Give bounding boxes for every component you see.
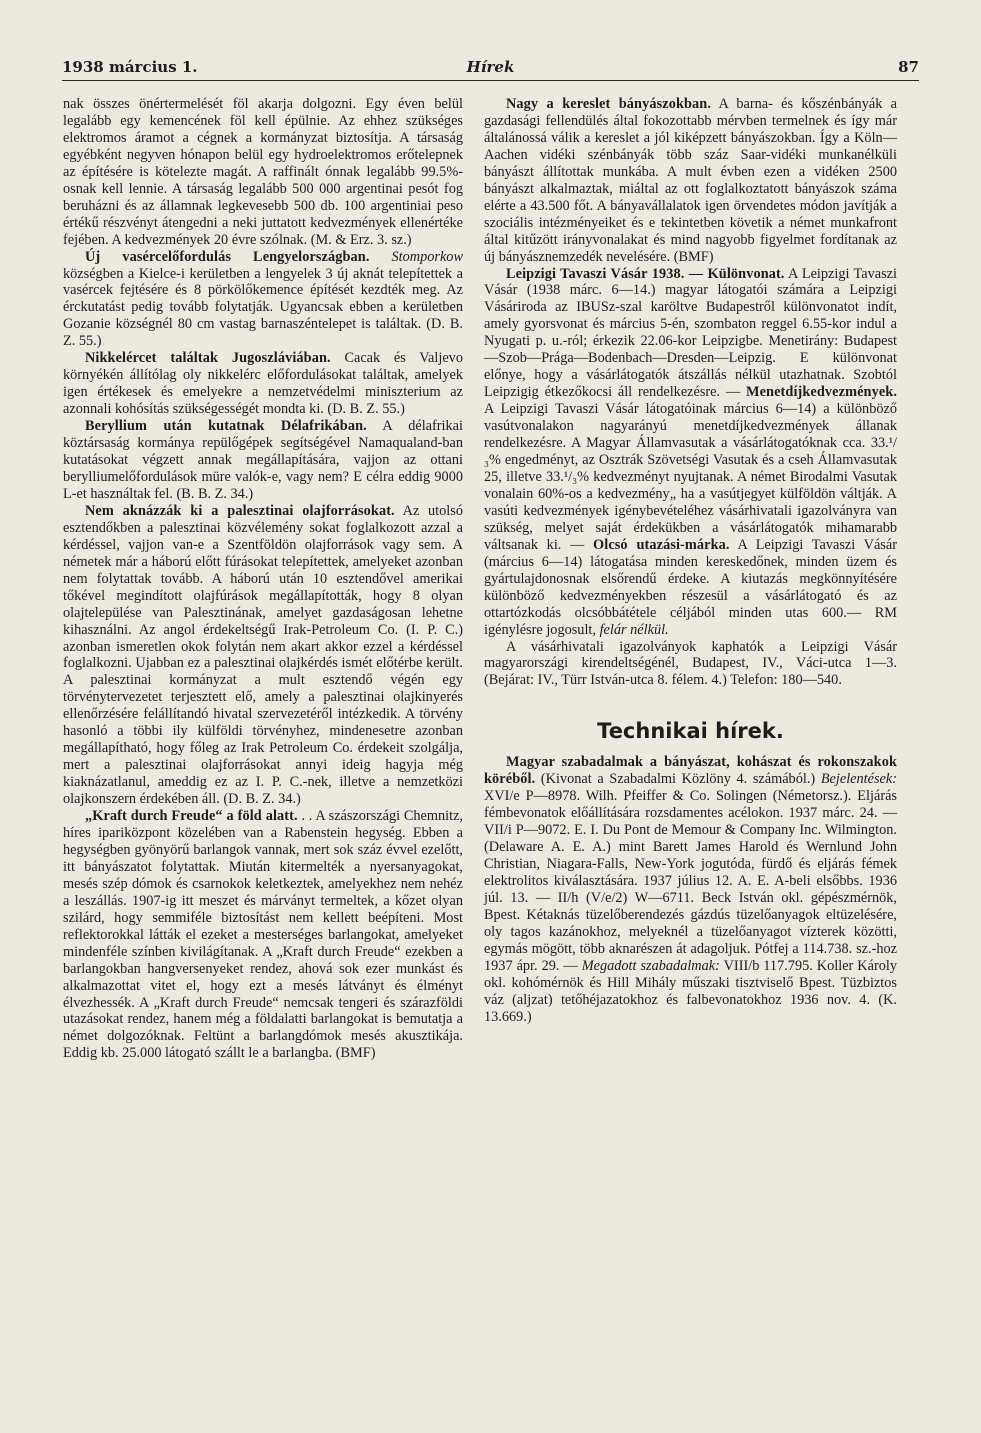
article-body: községben a Kielce-i kerületben a lengyelek 3 új aknát telepítettek a vasércek fejtésére és 8 pörkölőkemence építését kezdték meg. Az érckutatást pedig tovább folytatják. Ugyancsak ebben a kerületben Gozanie községnél 80 cm vastag barnaszéntelepet is találtak. (D. B. Z. 55.) [63, 265, 463, 350]
article-body: A Leipzigi Tavaszi Vásár (1938 márc. 6—14.) magyar látogatói számára a Leipzigi Vásáriroda az IBUSz-szal karöltve Budapestről különvonatot indít, amely gyorsvonat és március 5-én, szombaton reggel 6.55-kor indul a Nyugati p. u.-ról; érkezik 22.06-kor Leipzigbe. Menetirány: Budapest—Szob—Prága—Bodenbach—Dresden—Leipzig. E különvonat előnye, hogy a vásárlátogatók átszállás nélkül utazhatnak. Szobtól Leipzigig étkezőkocsi áll rendelkezésre. — [484, 265, 897, 401]
article-body: A vásárhivatali igazolványok kaphatók a Leipzigi Vásár magyarországi kirendeltségénél, Budapest, IV., Váci-utca 1—3. (Bejárat: IV., Türr István-utca 8. félem. 4.) Telefon: 180—540. [484, 638, 897, 689]
article-heading: Magyar szabadalmak a bányászat, kohászat és rokonszakok köréből. [484, 754, 897, 788]
article-italic: Stomporkow [391, 248, 463, 265]
article-kraft [63, 808, 463, 1062]
article-subheading: Menetdíjkedvezmények. [746, 384, 897, 401]
article-subheading: Olcsó utazási-márka. [593, 536, 730, 553]
article-body: A délafrikai köztársaság kormánya repülőgépek segítségével Namaqualand-ban kutatásokat végzett annak megállapítására, vajjon az ottani berylliumelőfordulások müre valók-e, vagy nem? E célra eddig 9000 L-et használtak fel. (B. B. Z. 34.) [63, 418, 463, 502]
article-heading: Új vasércelőfordulás Lengyelországban. [85, 248, 370, 265]
article-heading: Leipzigi Tavaszi Vásár 1938. — Különvonat. [506, 265, 785, 282]
article-jugoszlavia [63, 350, 463, 418]
article-heading: Nagy a kereslet bányászokban. [506, 96, 712, 112]
page-header [62, 56, 919, 81]
article-body: nak összes önértermelését föl akarja dolgozni. Egy éven belül legalább egy kemencének föl kell épülnie. Az ehhez szükséges elektromos áramot a cégnek a kormányzat biztosítja. A társaság egyébként negyven hónapon belül egy hydroelektromos erőtelepnek az építésére is kötelezte magát. A raffinált ónnak legalább 99.5%-osnak kell lennie. A társaság legalább 500 000 argentinai pesót fog beruházni és az államnak legkevesebb 500 db. 100 argentiniai peso értékű részvényt átengedni a neki juttatott kedvezmények ellenértéke fejében. A kedvezmények 20 évre szólnak. (M. & Erz. 3. sz.) [63, 96, 463, 248]
article-heading: Nem aknázzák ki a palesztinai olajforrásokat. [85, 502, 395, 519]
article-body: A barna- és kőszénbányák a gazdasági fellendülés által fokozottabb mérvben termelnek és így már általánossá válik a kereslet a jól kiképzett bányászokban. Így a Köln—Aachen vidéki szénbányák több száz Saar-vidéki munkanélküli bányászt állítottak munkába. A mult évben ezen a vidéken 2500 bányászt alkalmaztak, miáltal az ott foglalkoztatott bányászok száma elérte a 43.500 főt. A bányavállalatok igen örvendetes módon javítják a szociális intézményeiket és e tekintetben követik a német munkafront által kitűzött irányvonalakat és mind nagyobb figyelmet fordítanak az új bányásznemzedék nevelésére. (BMF) [484, 96, 897, 265]
article-body: A Leipzigi Tavaszi Vásár (március 6—14) látogatása minden kereskedőnek, minden üzem és gyártulajdonosnak elsőrendű érdeke. A kiutazás megkönnyítésére különböző kedvezményekben részesül a vásárlátogató és az ottartózkodás olcsóbbátétele céljából minden utas 600.— RM igénylésre jogosult, [484, 536, 897, 638]
article-body: . . A szászországi Chemnitz, híres ipariközpont közelében van a Rabenstein hegység. Ebben a hegységben gyönyörű barlangok vannak, mert sok száz évvel ezelőtt, itt bányászatot folytattak. Miután kitermelték a nyersanyagokat, mesés szép dómok és csarnokok keletkeztek, amelyekhez nem nehéz a leszállás. 1907-ig itt meszet és márványt termeltek, a kőzet olyan szilárd, hogy semmiféle biztosítást nem kellett beépíteni. Most reflektorokkal látták el ezeket a mesterséges barlangokat, amelyeket mindenféle színben kivilágítanak. A „Kraft durch Freude“ ezekben a barlangokban hangversenyeket rendez, ahová sok ezer munkást és alkalmazottat vitet el, hogy ezt a mesés látványt és élményt élvezhessék. A „Kraft durch Freude“ nemcsak tengeri és szárazföldi utazásokat rendez, hanem még a földalatti barlangokat is bemutatja a német dolgozóknak. Feltünt a barlangdómok mesés akusztikája. Eddig kb. 25.000 látogató szállt le a barlangba. (BMF) [63, 808, 463, 1062]
article-beryllium [63, 418, 463, 503]
article-body: (Kivonat a Szabadalmi Közlöny 4. számából.) [540, 771, 816, 788]
article-leipzig [484, 266, 897, 639]
left-column [63, 96, 463, 1062]
article-continued [63, 96, 463, 249]
article-italic: Bejelentések: [820, 771, 898, 788]
section-heading: Technikai hírek. [597, 719, 784, 744]
article-leipzig-contact [484, 639, 897, 690]
article-body: VIII/b 117.795. Koller Károly okl. kohómérnök és Hill Mihály műszaki tisztviselő Bpest. Tüzbiztos váz (aljzat) tetőhéjazatokhoz és falbevonatokhoz 1936 nov. 4. (K. 13.669.) [484, 957, 897, 1025]
right-column [484, 96, 897, 1026]
article-banyasz [484, 96, 897, 266]
article-italic: felár nélkül. [599, 621, 669, 638]
article-palesztina [63, 503, 463, 808]
article-lengyel [63, 249, 463, 351]
article-szabadalmak [484, 754, 897, 1025]
article-heading: Nikkelércet találtak Jugoszláviában. [85, 350, 331, 367]
issue-date: 1938 március 1. [62, 58, 198, 76]
article-italic: Megadott szabadalmak: [581, 957, 720, 974]
article-heading: „Kraft durch Freude“ a föld alatt. [85, 808, 298, 825]
article-body: Az utolsó esztendőkben a palesztinai közvélemény sokat foglalkozott azzal a kérdéssel, vajjon van-e a Szentföldön olajforrások vagy sem. A németek már a háború előtt fúrásokat telepítettek, amelyeket azonban nem folytattak tovább. A háború után 10 esztendővel amerikai tőkével megindított olajfúrások megállapították, hogy 8 olyan olajtelepülése van Palesztinának, amelyet gazdaságosan lehetne kihasználni. Az angol érdekeltségű Irak-Petroleum Co. (I. P. C.) azonban ismeretlen okok folytán nem akart akkor ezzel a kérdéssel foglalkozni. Ujabban ez a palesztinai olajkérdés ismét előtérbe került. A palesztinai kormányzat a mult esztendő végén egy törvénytervezetet terjesztett elő, amely a palesztinai olajkinyerés ellenőrzésére felállítandó hivatal szervezetéről intézkedik. A törvény hasonló a többi ily külföldi törvényhez, mindenesetre azonban megállapítható, hogy főleg az Irak Petroleum Co. érdekeit szolgálja, mert a palesztinai olajforrásokat annyi ideig hagyja még kiaknázatlanul, ameddig ez az I. P. C.-nek, illetve a nemzetközi olajkonszern érdekében áll. (D. B. Z. 34.) [63, 502, 463, 808]
article-body: A Leipzigi Tavaszi Vásár látogatóinak március 6—14) a különböző vasútvonalakon nagyarányú menetdíjkedvezmények állanak rendelkezésre. A Magyar Államvasutak a vásárlátogatóknak cca. 33.¹/₃% engedményt, az Osztrák Szövetségi Vasutak és a cseh Államvasutak 25, illetve 33.¹/₃% kedvezményt nyujtanak. A német Birodalmi Vasutak vonalain 60%-os a kedvezmény„ ha a vasútjegyet külföldön váltják. A vasúti kedvezmények igénybevételéhez vásárhivatali igazolványra van szükség, melyet saját érdekükben a vásárlátogatók mihamarabb váltsanak ki. — [484, 401, 897, 553]
article-heading: Beryllium után kutatnak Délafrikában. [85, 418, 367, 435]
article-body: Cacak és Valjevo környékén állítólag oly nikkelérc előfordulásokat találtak, amelyek igen értékesek és emelyekre a nemzetvédelmi miniszterium az azonnali kohósítás szükségességét mondta ki. (D. B. Z. 55.) [63, 350, 463, 418]
article-body: XVI/e P—8978. Wilh. Pfeiffer & Co. Solingen (Németorsz.). Eljárás fémbevonatok előállítására rozsdamentes acélokon. 1937 márc. 24. — VII/i P—9072. E. I. Du Pont de Memour & Company Inc. Wilmington. (Delaware A. E. A.) mint Barett James Harold és Wernlund John Christian, Niagara-Falls, New-York jogutóda, fürdő és eljárás fémek elektrolitos kiválasztására. 1937 július 12. A. E. A-beli elsőbbs. 1936 júl. 13. — II/h (V/e/2) W—6711. Beck István okl. gépészmérnök, Bpest. Kétaknás tüzelőberendezés gázdús tüzelőanyagok eltüzelésére, oly tagos kazánokhoz, melyeknél a tüzelőanyagot vízterek közötti, egymás mögött, több aknarészen át adagoljuk. Pótfej a 114.738. sz.-hoz 1937 ápr. 29. — [484, 788, 897, 974]
page-number: 87 [898, 58, 919, 76]
section-title-header: Hírek [466, 58, 515, 76]
